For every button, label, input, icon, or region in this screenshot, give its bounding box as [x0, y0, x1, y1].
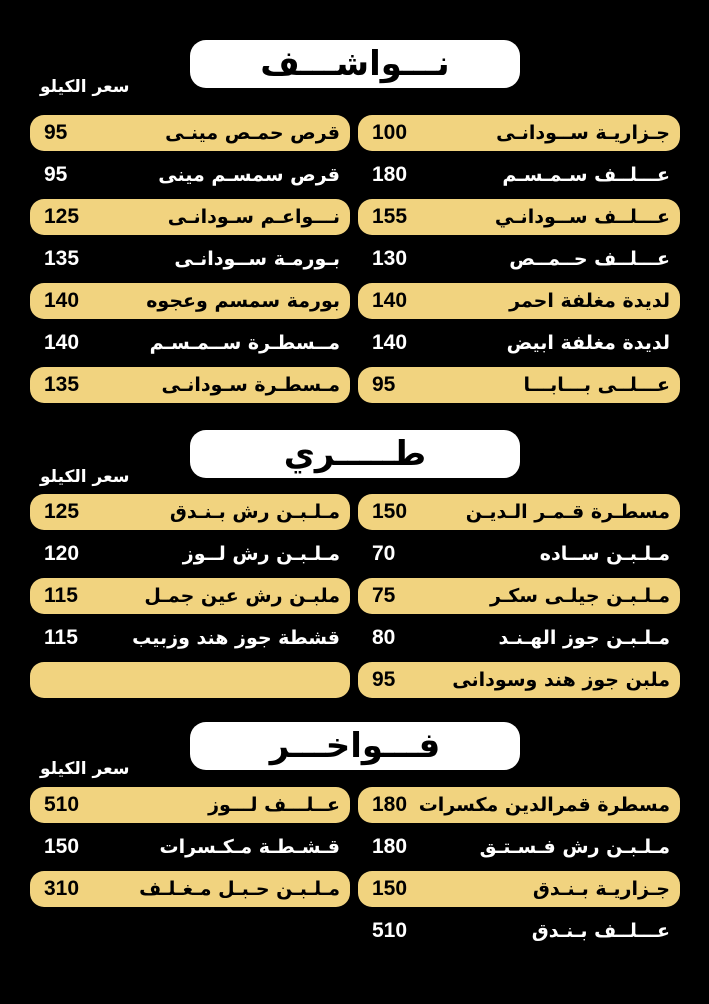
section-title: فـــواخـــر: [190, 722, 520, 770]
item-name: عـــلــف حــمــص: [509, 248, 670, 270]
menu-item-row: [30, 283, 350, 319]
item-price: 150: [44, 835, 80, 858]
menu-item-row: [30, 199, 350, 235]
item-price: 140: [372, 331, 408, 354]
menu-item-row: [358, 578, 680, 614]
item-name: مـلـبـن جيلـى سكـر: [489, 585, 670, 607]
item-name: مسطرة قمرالدين مكسرات: [418, 794, 670, 816]
menu-item-row: [358, 662, 680, 698]
item-name: مـلـبـن جوز الهـنـد: [498, 627, 670, 649]
item-name: مـسطـرة سـودانـى: [161, 374, 340, 396]
item-price: 510: [372, 919, 408, 942]
item-price: 95: [44, 121, 68, 144]
menu-item-row: [30, 578, 350, 614]
item-name: مسطـرة قـمـر الـديـن: [465, 501, 670, 523]
price-per-kilo-label: سعر الكيلو: [40, 759, 130, 779]
item-price: 140: [44, 331, 80, 354]
menu-item-row: [30, 241, 350, 277]
item-price: 150: [372, 877, 408, 900]
item-price: 75: [372, 584, 396, 607]
item-name: عـــلــف ســودانـي: [494, 206, 670, 228]
item-price: 135: [44, 247, 80, 270]
item-name: قرص حمـص مينـى: [165, 122, 340, 144]
menu-item-row: [358, 367, 680, 403]
menu-item-row: [358, 536, 680, 572]
item-name: مـلـبـن رش فـسـتـق: [479, 836, 670, 858]
item-price: 180: [372, 835, 408, 858]
menu-item-row: [30, 787, 350, 823]
item-price: 510: [44, 793, 80, 816]
item-price: 115: [44, 626, 78, 649]
menu-item-row: [358, 115, 680, 151]
item-name: نـــواعـم سـودانـى: [167, 206, 340, 228]
item-name: مـلـبـن حـبـل مـغـلـف: [139, 878, 340, 900]
item-price: 135: [44, 373, 80, 396]
item-price: 100: [372, 121, 408, 144]
item-price: 95: [372, 373, 396, 396]
menu-item-row: [30, 871, 350, 907]
menu-item-row: [358, 829, 680, 865]
menu-item-row: [358, 283, 680, 319]
item-price: 180: [372, 793, 408, 816]
menu-item-row: [358, 787, 680, 823]
item-name: قرص سمسـم مينى: [158, 164, 340, 186]
item-name: ملبن جوز هند وسودانى: [452, 669, 670, 691]
menu-item-row: [358, 325, 680, 361]
item-price: 125: [44, 500, 80, 523]
item-price: 95: [44, 163, 68, 186]
item-price: 155: [372, 205, 408, 228]
menu-item-row: [30, 494, 350, 530]
menu-item-row: [30, 536, 350, 572]
item-price: 140: [44, 289, 80, 312]
item-price: 125: [44, 205, 80, 228]
item-price: 95: [372, 668, 396, 691]
item-name: عـــلــف سـمـسـم: [502, 164, 670, 186]
item-price: 120: [44, 542, 80, 565]
item-price: 140: [372, 289, 408, 312]
item-price: 130: [372, 247, 408, 270]
item-name: جـزاريـة بـنـدق: [532, 878, 670, 900]
item-name: لديدة مغلفة ابيض: [506, 332, 670, 354]
menu-item-row: [358, 913, 680, 949]
price-per-kilo-label: سعر الكيلو: [40, 467, 130, 487]
section-title: طـــــري: [190, 430, 520, 478]
item-price: 115: [44, 584, 78, 607]
item-name: قشطة جوز هند وزبيب: [132, 627, 340, 649]
price-per-kilo-label: سعر الكيلو: [40, 77, 130, 97]
item-name: مـلـبـن رش بـنـدق: [169, 501, 340, 523]
menu-item-row: [358, 199, 680, 235]
item-name: بورمة سمسم وعجوه: [146, 290, 340, 312]
menu-item-row: [358, 620, 680, 656]
item-name: عـــلــف بـنـدق: [531, 920, 670, 942]
menu-item-row: [358, 871, 680, 907]
menu-item-row: [30, 115, 350, 151]
item-price: 70: [372, 542, 396, 565]
menu-item-row: [358, 157, 680, 193]
item-name: قـشـطـة مـكـسرات: [159, 836, 340, 858]
item-name: لديدة مغلفة احمر: [509, 290, 670, 312]
item-price: 150: [372, 500, 408, 523]
menu-item-row: [30, 662, 350, 698]
menu-item-row: [30, 157, 350, 193]
item-name: جـزاريـة ســودانـى: [496, 122, 670, 144]
menu-item-row: [30, 829, 350, 865]
item-name: مـلـبـن رش لــوز: [182, 543, 340, 565]
item-name: مـلـبـن ســاده: [539, 543, 670, 565]
menu-item-row: [30, 620, 350, 656]
item-price: 80: [372, 626, 396, 649]
item-name: عــلـــف لـــوز: [208, 794, 340, 816]
item-price: 310: [44, 877, 80, 900]
menu-item-row: [358, 494, 680, 530]
item-name: بـورمـة ســودانـى: [174, 248, 340, 270]
item-name: مــسطـرة ســمـسـم: [149, 332, 340, 354]
item-price: 180: [372, 163, 408, 186]
menu-item-row: [30, 367, 350, 403]
item-name: ملبـن رش عين جمـل: [144, 585, 340, 607]
item-name: عـــلــى بـــابـــا: [523, 374, 670, 396]
menu-item-row: [358, 241, 680, 277]
section-title: نـــواشـــف: [190, 40, 520, 88]
menu-item-row: [30, 325, 350, 361]
